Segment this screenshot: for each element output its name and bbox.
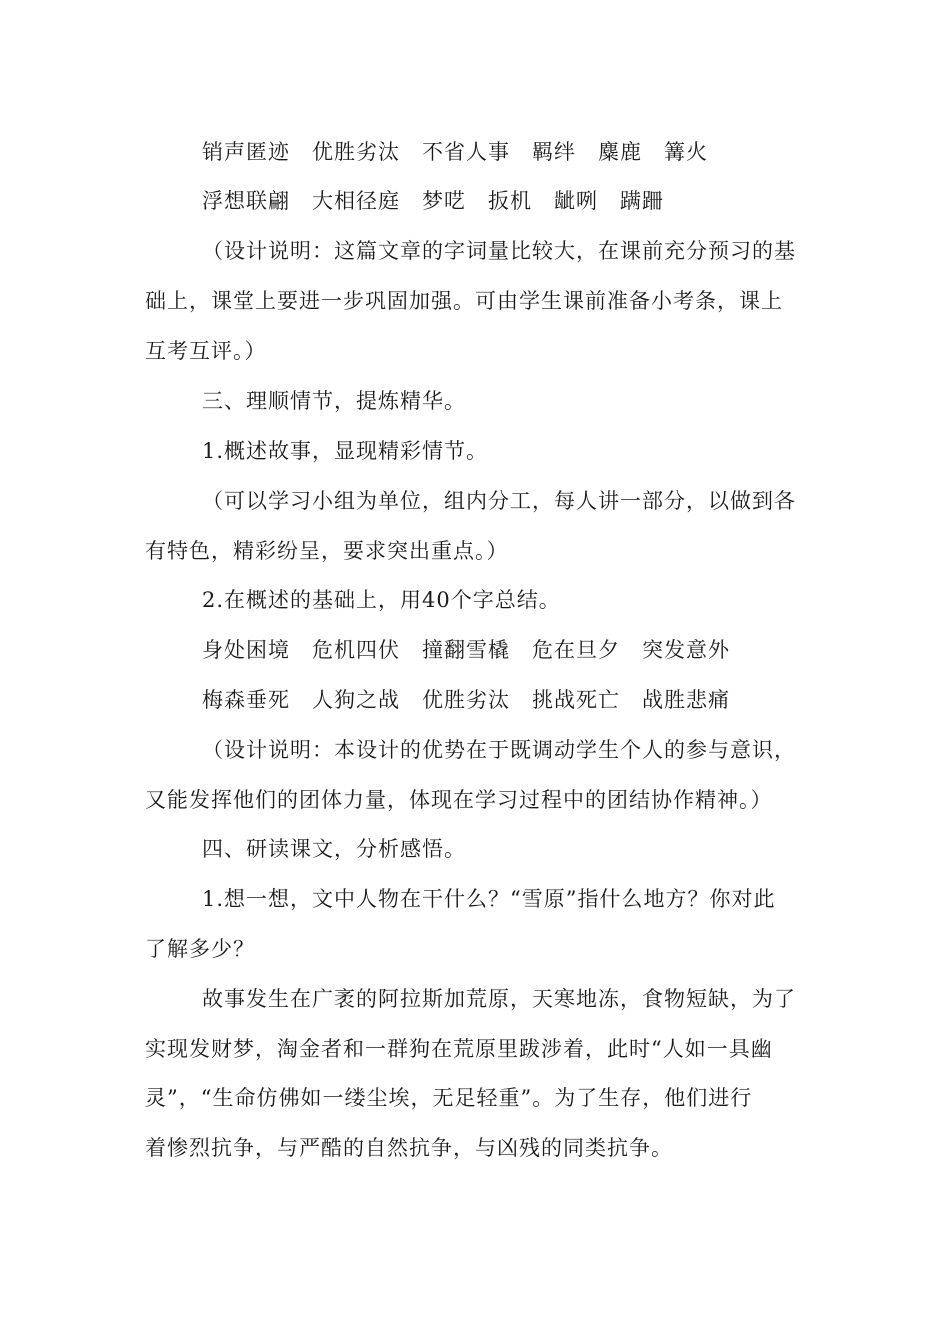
group-note-line-1: （可以学习小组为单位，组内分工，每人讲一部分，以做到各 [202,489,796,513]
question-1-line-2: 了解多少？ [145,937,255,961]
answer-paragraph-line-2: 实现发财梦，淘金者和一群狗在荒原里跋涉着，此时“人如一具幽 [145,1037,773,1061]
section-heading-4: 四、研读课文，分析感悟。 [202,837,466,861]
design-note-2-line-1: （设计说明：本设计的优势在于既调动学生个人的参与意识， [202,738,796,762]
answer-paragraph-line-1: 故事发生在广袤的阿拉斯加荒原，天寒地冻，食物短缺，为了 [202,987,796,1011]
question-1-line-1: 1.想一想，文中人物在干什么？“雪原”指什么地方？你对此 [202,887,776,911]
design-note-1-line-2: 础上，课堂上要进一步巩固加强。可由学生课前准备小考条，课上 [145,289,783,313]
section-heading-3: 三、理顺情节，提炼精华。 [202,389,466,413]
vocabulary-line-1: 销声匿迹 优胜劣汰 不省人事 羁绊 麋鹿 篝火 [202,140,708,164]
design-note-1-line-1: （设计说明：这篇文章的字词量比较大，在课前充分预习的基 [202,239,796,263]
item-2-heading: 2.在概述的基础上，用40个字总结。 [202,588,561,612]
design-note-1-line-3: 互考互评。） [145,339,267,363]
answer-paragraph-line-4: 着惨烈抗争，与严酷的自然抗争，与凶残的同类抗争。 [145,1136,673,1160]
design-note-2-line-2: 又能发挥他们的团体力量，体现在学习过程中的团结协作精神。） [145,788,773,812]
item-1-heading: 1.概述故事，显现精彩情节。 [202,439,489,463]
summary-phrases-line-2: 梅森垂死 人狗之战 优胜劣汰 挑战死亡 战胜悲痛 [202,688,730,712]
group-note-line-2: 有特色，精彩纷呈，要求突出重点。） [145,539,509,563]
answer-paragraph-line-3: 灵”，“生命仿佛如一缕尘埃，无足轻重”。为了生存，他们进行 [145,1086,753,1110]
vocabulary-line-2: 浮想联翩 大相径庭 梦呓 扳机 龇咧 蹒跚 [202,189,664,213]
summary-phrases-line-1: 身处困境 危机四伏 撞翻雪橇 危在旦夕 突发意外 [202,638,730,662]
